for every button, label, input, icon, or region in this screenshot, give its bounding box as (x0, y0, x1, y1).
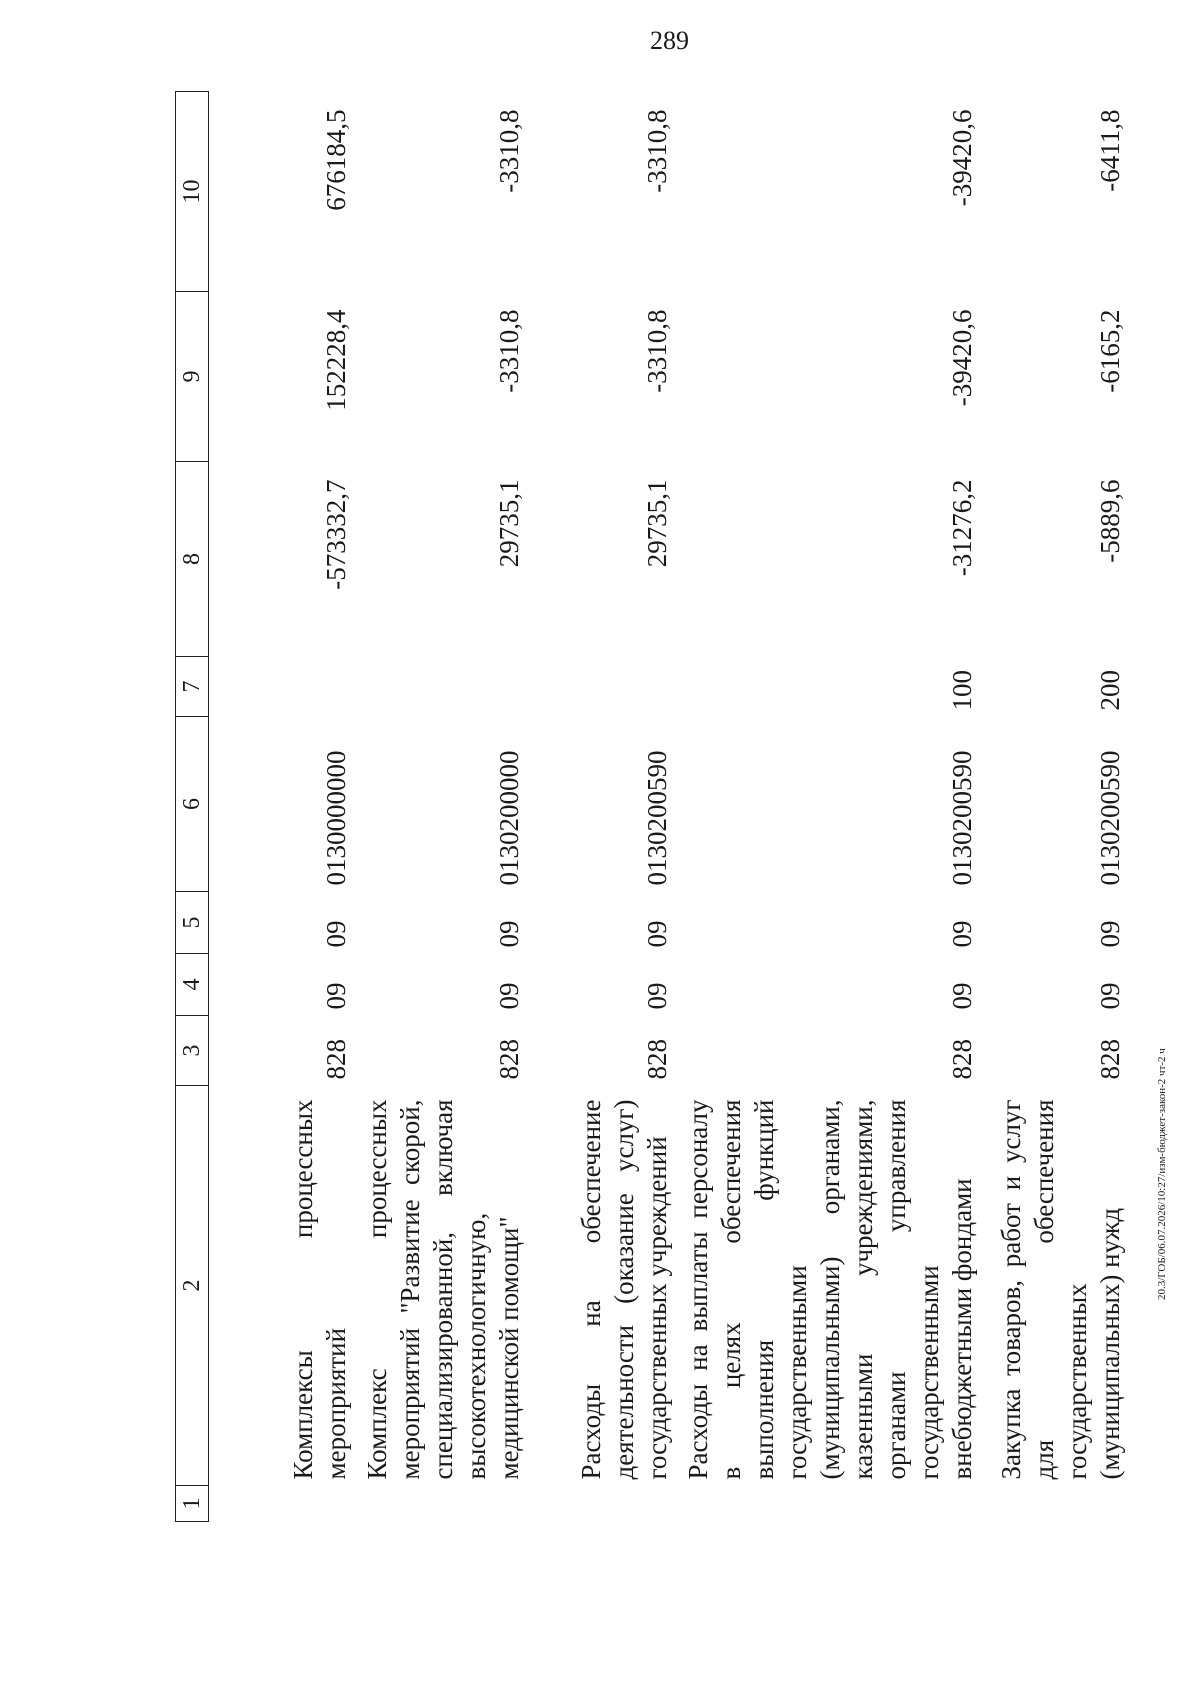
row-number-cell (361, 1486, 534, 1522)
cell-col4: 09 (1095, 982, 1125, 1010)
cell-col8: -5889,6 (1095, 479, 1125, 563)
cell-col3: 828 (642, 1039, 672, 1080)
document-footer-note: 20.3/ГОБ/06.07.2026/10:27/изм-бюджет-закон-2 чт-2 ч (1156, 1048, 1168, 1300)
cell-col5: 09 (1095, 920, 1125, 948)
cell-col9: -39420,6 (947, 309, 977, 407)
header-cell: 8 (176, 462, 209, 657)
header-cell: 4 (176, 954, 209, 1016)
row-number-cell (682, 1486, 987, 1522)
cell-col6: 0130200590 (1095, 750, 1125, 886)
budget-table (175, 91, 1135, 1522)
row-description: Закупка товаров, работ и услуг для обеспечения государственных (муниципальных) нужд (996, 1099, 1125, 1480)
header-cell: 10 (176, 92, 209, 292)
cell-col5: 09 (321, 920, 351, 948)
cell-col4: 09 (321, 982, 351, 1010)
cell-col6: 0130000000 (321, 750, 351, 886)
row-description: Комплекс процессных мероприятий "Развитие скорой, специализированной, включая высокотехнологичную, медицинской помощи" (362, 1099, 524, 1480)
row-description: Расходы на выплаты персоналу в целях обеспечения выполнения функций государственными (муниципальными) органами, казенными учреждениями, органами управления государственными внебюджетными фондами (683, 1099, 977, 1480)
cell-col7: 100 (947, 670, 977, 711)
cell-col9: 152228,4 (321, 309, 351, 411)
cell-col3: 828 (321, 1039, 351, 1080)
cell-col5: 09 (494, 920, 524, 948)
cell-col10: -6411,8 (1095, 109, 1125, 192)
header-cell: 1 (176, 1486, 209, 1522)
cell-col7: 200 (1095, 670, 1125, 711)
cell-col10: 676184,5 (321, 109, 351, 211)
cell-col6: 0130200000 (494, 750, 524, 886)
cell-col3: 828 (947, 1039, 977, 1080)
header-row (176, 92, 209, 1522)
cell-col4: 09 (494, 982, 524, 1010)
row-description: Комплексы процессных мероприятий (288, 1099, 351, 1480)
cell-col8: 29735,1 (642, 479, 672, 568)
cell-col9: -3310,8 (494, 309, 524, 393)
header-cell: 3 (176, 1016, 209, 1086)
cell-col4: 09 (947, 982, 977, 1010)
row-number-cell (209, 1486, 362, 1522)
cell-col5: 09 (947, 920, 977, 948)
budget-table-rotated (175, 92, 1125, 1522)
table-row (682, 92, 987, 1522)
cell-col8: -31276,2 (947, 479, 977, 577)
cell-col8: -573332,7 (321, 479, 351, 590)
page-number: 289 (650, 26, 689, 55)
cell-col3: 828 (494, 1039, 524, 1080)
header-cell: 5 (176, 892, 209, 954)
header-cell: 2 (176, 1086, 209, 1486)
header-cell: 7 (176, 657, 209, 717)
cell-col9: -6165,2 (1095, 309, 1125, 393)
table-row (987, 92, 1135, 1522)
cell-col7 (534, 657, 682, 717)
table-row (361, 92, 534, 1522)
cell-col4: 09 (642, 982, 672, 1010)
cell-col10: -3310,8 (642, 109, 672, 193)
cell-col10: -3310,8 (494, 109, 524, 193)
table-row (209, 92, 362, 1522)
cell-col6: 0130200590 (642, 750, 672, 886)
row-number-cell (987, 1486, 1135, 1522)
cell-col7 (361, 657, 534, 717)
row-description: Расходы на обеспечение деятельности (оказание услуг) государственных учреждений (576, 1099, 672, 1480)
cell-col5: 09 (642, 920, 672, 948)
cell-col7 (209, 657, 362, 717)
header-cell: 6 (176, 717, 209, 892)
row-number-cell (534, 1486, 682, 1522)
table-row (534, 92, 682, 1522)
cell-col8: 29735,1 (494, 479, 524, 568)
cell-col6: 0130200590 (947, 750, 977, 886)
cell-col3: 828 (1095, 1039, 1125, 1080)
cell-col9: -3310,8 (642, 309, 672, 393)
header-cell: 9 (176, 292, 209, 462)
cell-col10: -39420,6 (947, 109, 977, 207)
